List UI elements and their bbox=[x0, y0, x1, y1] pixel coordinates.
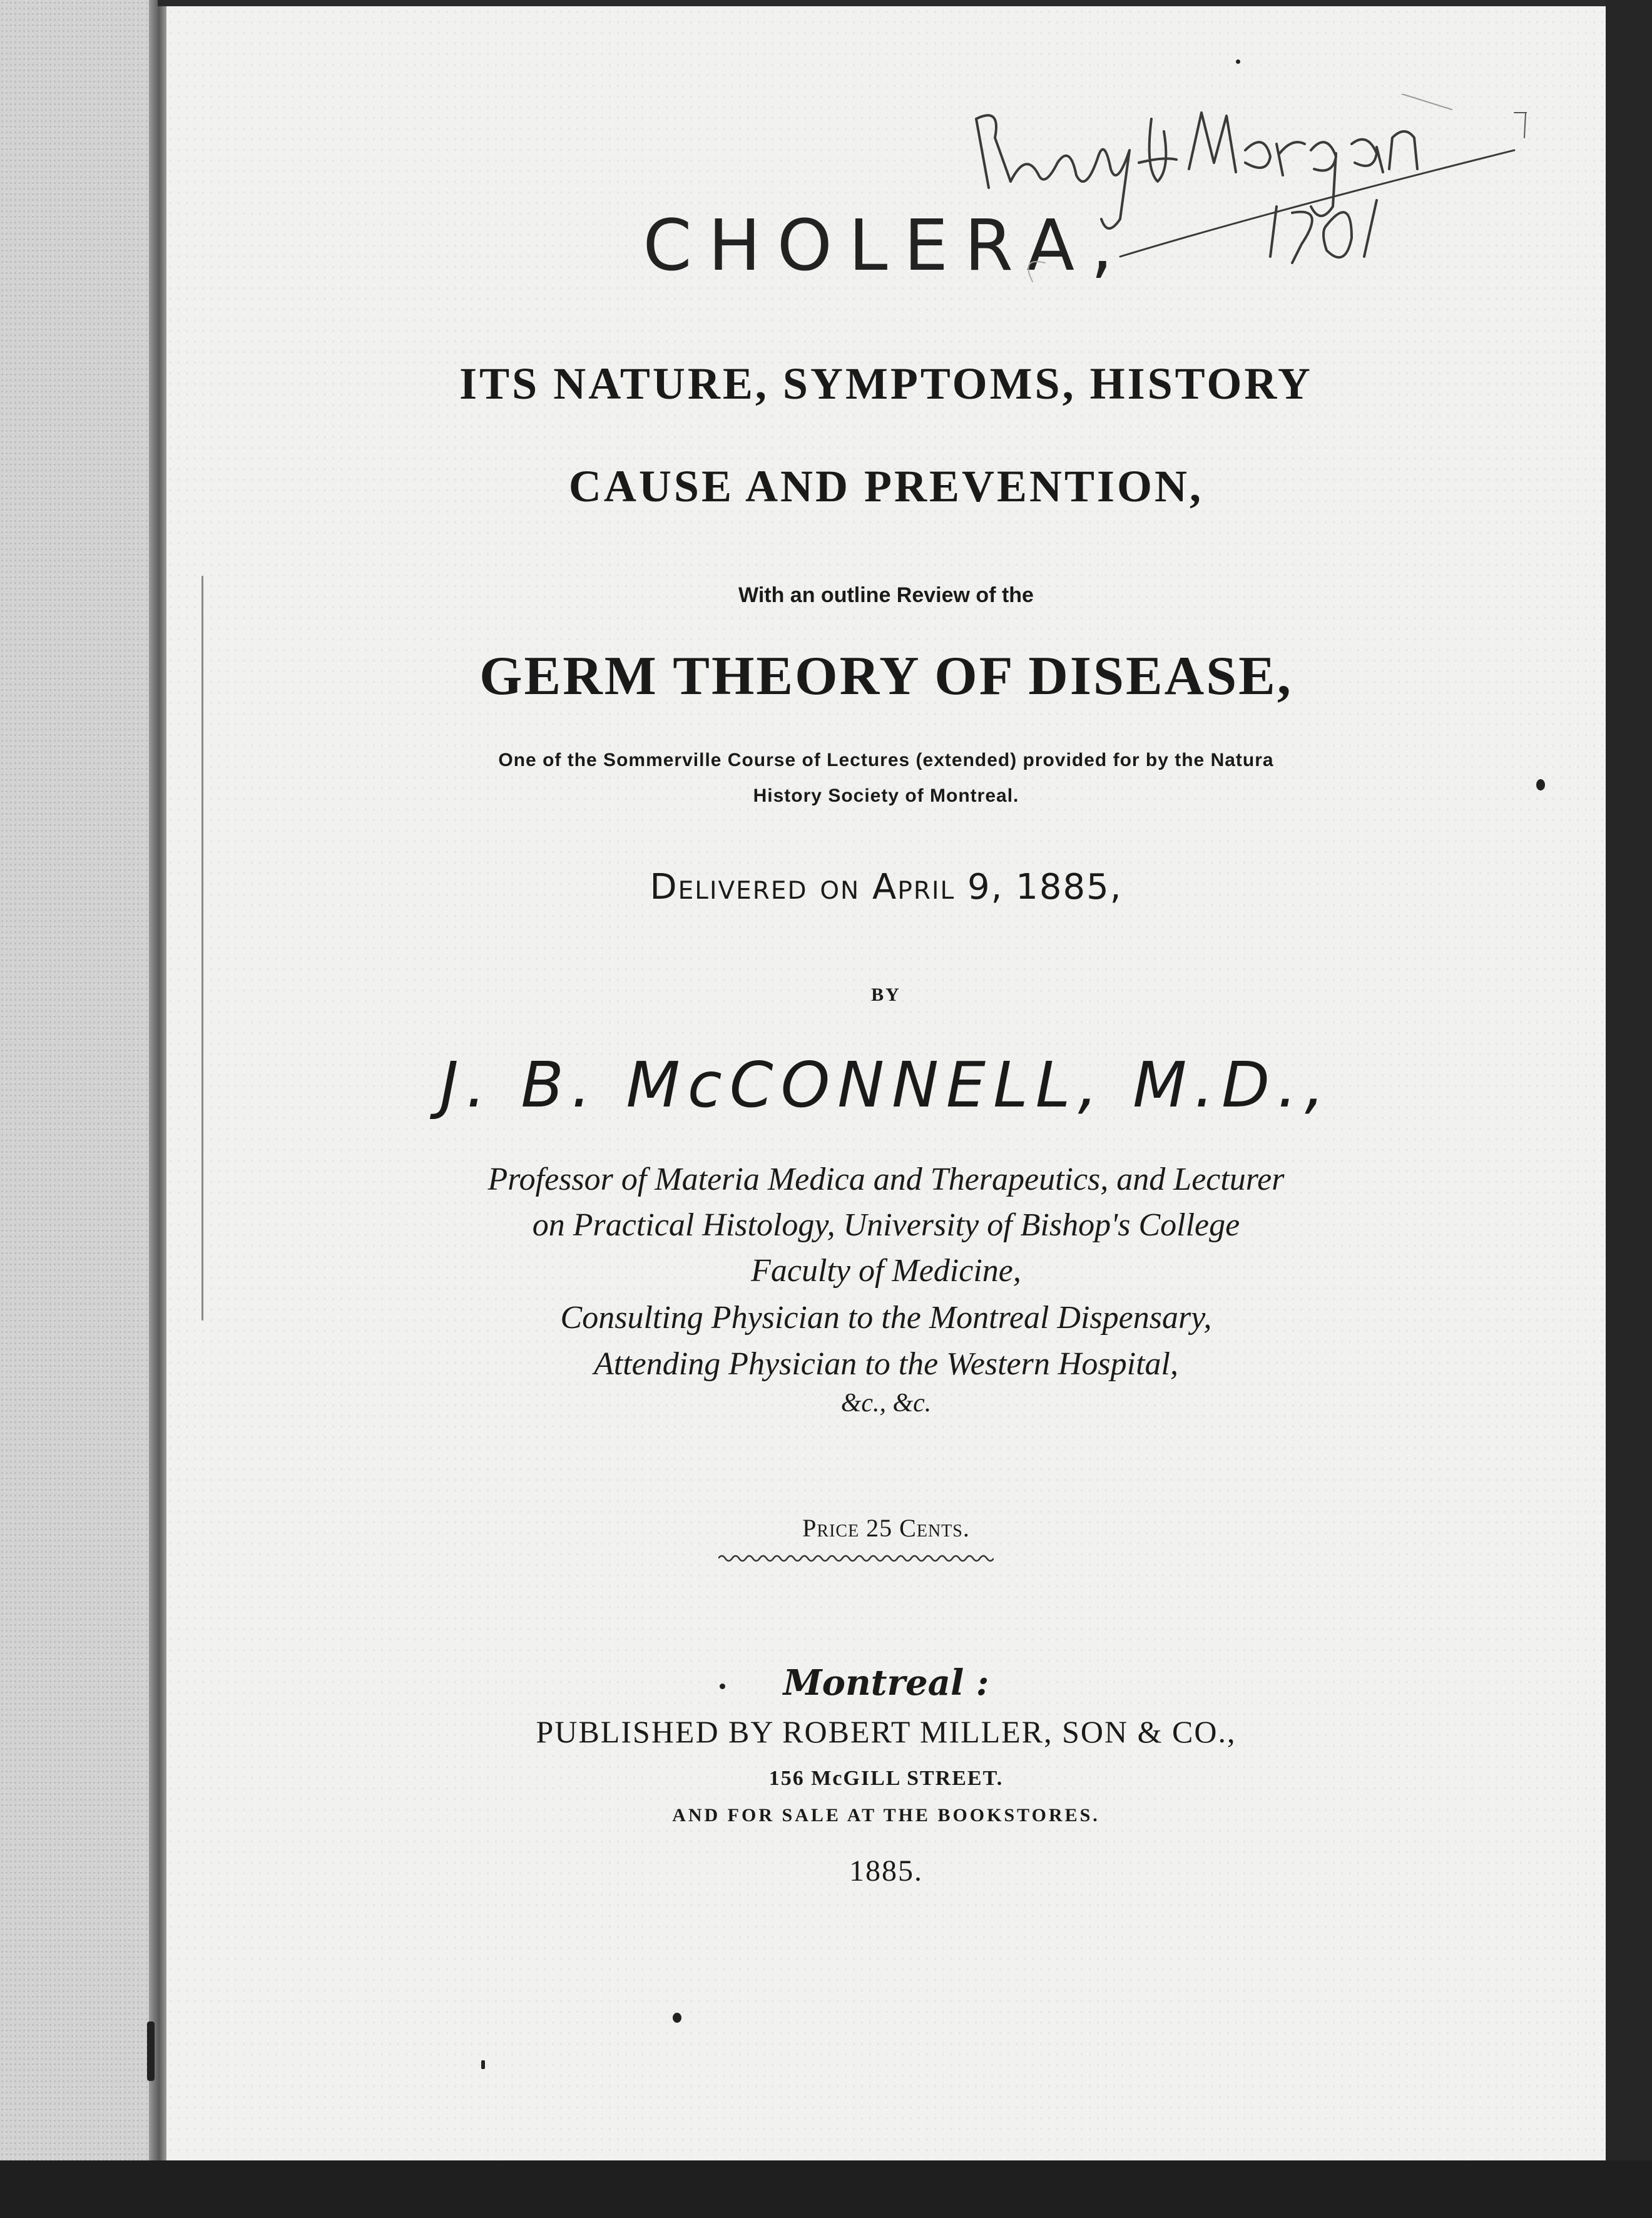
by-label: BY bbox=[871, 984, 901, 1005]
sale-note: AND FOR SALE AT THE BOOKSTORES. bbox=[672, 1805, 1100, 1826]
credential-line: &c., &c. bbox=[840, 1389, 932, 1418]
scan-speck bbox=[720, 1684, 725, 1689]
main-subject: GERM THEORY OF DISEASE, bbox=[479, 646, 1293, 707]
publisher-address: 156 McGILL STREET. bbox=[768, 1767, 1004, 1790]
publication-year: 1885. bbox=[849, 1854, 923, 1888]
wavy-rule-divider bbox=[718, 1553, 994, 1563]
scan-border-bottom bbox=[0, 2160, 1652, 2218]
binding-stitch-line bbox=[201, 576, 203, 1321]
lecture-note-line-1: One of the Sommerville Course of Lectures (extended) provided for by the Natura bbox=[498, 750, 1274, 770]
book-title: CHOLERA, bbox=[643, 205, 1129, 287]
credential-line: on Practical Histology, University of Bishop's College bbox=[532, 1207, 1240, 1243]
price: Price 25 Cents. bbox=[802, 1514, 970, 1542]
credential-line: Attending Physician to the Western Hospital, bbox=[594, 1346, 1178, 1382]
subtitle-line-2: CAUSE AND PREVENTION, bbox=[568, 461, 1204, 511]
publisher: PUBLISHED BY ROBERT MILLER, SON & CO., bbox=[536, 1714, 1236, 1749]
review-intro: With an outline Review of the bbox=[738, 583, 1034, 607]
credential-line: Professor of Materia Medica and Therapeutics, and Lecturer bbox=[487, 1162, 1285, 1197]
scan-speck bbox=[481, 2060, 485, 2069]
lecture-note-line-2: History Society of Montreal. bbox=[753, 785, 1019, 806]
subtitle-line-1: ITS NATURE, SYMPTOMS, HISTORY bbox=[459, 359, 1313, 409]
delivery-date: Delivered on April 9, 1885, bbox=[650, 867, 1123, 907]
cover-edge bbox=[0, 0, 158, 2218]
scan-border-top bbox=[158, 0, 1652, 6]
handwritten-signature-inscription bbox=[951, 94, 1527, 382]
scan-speck bbox=[673, 2013, 681, 2023]
credential-line: Consulting Physician to the Montreal Dispensary, bbox=[560, 1300, 1212, 1336]
author-name: J. B. McCONNELL, M.D., bbox=[440, 1048, 1332, 1122]
publication-city: Montreal : bbox=[783, 1662, 989, 1704]
binding-mark bbox=[147, 2021, 155, 2081]
scan-border-right bbox=[1606, 0, 1652, 2218]
scan-speck bbox=[1536, 779, 1545, 790]
scan-speck bbox=[1236, 59, 1240, 64]
credential-line: Faculty of Medicine, bbox=[751, 1253, 1021, 1289]
